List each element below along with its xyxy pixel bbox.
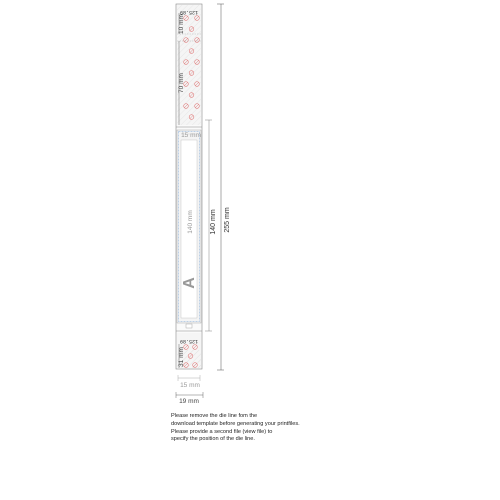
dimension-label-width-15mm: 15 mm [180,382,200,389]
dimension-line-width-15mm [178,375,200,381]
top-code-label: 125.89 [179,9,199,15]
note-line: Please provide a second file (view file) to [171,428,273,435]
instructions-note [171,413,371,444]
dimension-label-140mm: 140 mm [210,209,217,235]
dimension-label-31mm: 31 mm [178,347,185,367]
side-letter: A [181,277,198,289]
print-length-inner-label: 140 mm [187,210,194,234]
dimension-line-255mm [217,4,224,370]
dimension-label-255mm: 255 mm [224,207,231,233]
note-line: Please remove the die line fom the [171,413,258,419]
dimension-label-10mm: 10 mm [178,14,185,34]
note-line: specify the position of the die line. [171,436,255,443]
print-slot [186,324,192,328]
note-line: download template before generating your printfiles. [171,420,300,427]
print-width-label: 15 mm [181,132,201,139]
dimension-label-width-19mm: 19 mm [179,398,199,405]
bottom-code-label: 125.89 [179,338,199,344]
dimension-label-70mm: 70 mm [178,73,185,93]
